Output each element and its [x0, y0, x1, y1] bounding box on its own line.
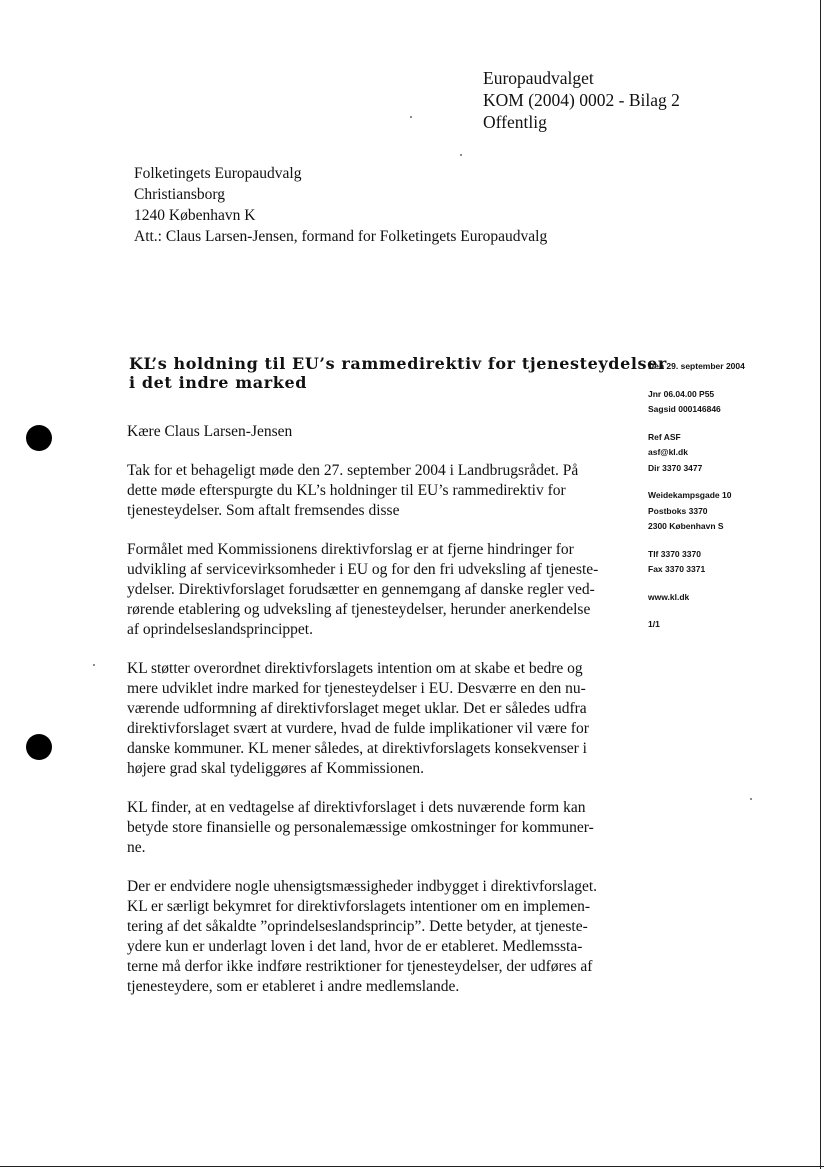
paragraph-line: Tak for et behageligt møde den 27. september 2004 i Landbrugsrådet. På: [127, 462, 579, 479]
paragraph-line: af oprindelseslandsprincippet.: [127, 621, 313, 638]
website: www.kl.dk: [648, 591, 690, 602]
body-paragraph: [127, 877, 607, 997]
paragraph-line: dette møde efterspurgte du KL’s holdninger til EU’s rammedirektiv for: [127, 482, 566, 499]
body-paragraph: [127, 659, 607, 779]
recipient-address: [134, 163, 547, 247]
paragraph-line: højere grad skal tydeliggøres af Kommissionen.: [127, 760, 425, 777]
contact-email: asf@kl.dk: [648, 447, 688, 457]
sender-info-sidebar: [648, 359, 788, 633]
letter-subject: [129, 354, 667, 392]
scan-speck: [460, 154, 462, 156]
contact-person-group: [648, 430, 788, 477]
paragraph-line: danske kommuner. KL mener således, at direktivforslagets konsekvenser i: [127, 740, 587, 757]
scan-speck: [410, 116, 412, 118]
body-paragraph: [127, 461, 607, 521]
letter-body: [127, 422, 607, 1016]
paragraph-line: tjenesteydere, som er etableret i andre medlemslande.: [127, 978, 460, 995]
subject-line-2: i det indre marked: [129, 373, 308, 392]
scan-speck: [750, 798, 752, 800]
paragraph-line: tering af det såkaldte ”oprindelseslandsprincip”. Dette betyder, at tjeneste-: [127, 918, 588, 935]
committee-name: Europaudvalget: [483, 68, 594, 88]
paragraph-line: betyde store finansielle og personalemæssige omkostninger for kommuner-: [127, 819, 594, 836]
case-id: Sagsid 000146846: [648, 404, 721, 414]
po-box: Postboks 3370: [648, 505, 708, 516]
paragraph-line: KL finder, at en vedtagelse af direktivforslaget i dets nuværende form kan: [127, 799, 586, 816]
main-phone: Tlf 3370 3370: [648, 548, 701, 559]
paragraph-line: terne må derfor ikke indføre restriktioner for tjenesteydelser, der udføres af: [127, 958, 593, 975]
scan-edge-bottom: [0, 1166, 824, 1167]
paragraph-line: udvikling af servicevirksomheder i EU og for den fri udveksling af tjeneste-: [127, 561, 599, 578]
punch-hole: [26, 734, 52, 760]
paragraph-line: ydelser. Direktivforslaget forudsætter en gennemgang af danske regler ved-: [127, 581, 595, 598]
phone-group: [648, 547, 788, 578]
body-paragraph: [127, 798, 607, 858]
recipient-name: Folketingets Europaudvalg: [134, 165, 302, 182]
paragraph-line: ne.: [127, 839, 146, 856]
scan-edge-right: [820, 0, 821, 1169]
street-address: Weidekampsgade 10: [648, 490, 732, 500]
body-paragraph: [127, 540, 607, 640]
paragraph-line: værende udformning af direktivforslaget meget uklar. Det er således udfra: [127, 700, 587, 717]
recipient-city: 1240 København K: [134, 207, 256, 224]
case-reference-group: [648, 387, 788, 418]
paragraph-line: Formålet med Kommissionens direktivforslag er at fjerne hindringer for: [127, 541, 574, 558]
journal-number: Jnr 06.04.00 P55: [648, 388, 715, 399]
paragraph-line: rørende etablering og udveksling af tjenesteydelser, herunder anerkendelse: [127, 601, 591, 618]
paragraph-line: KL støtter overordnet direktivforslagets intention om at skabe et bedre og: [127, 660, 583, 677]
document-reference: KOM (2004) 0002 - Bilag 2: [483, 90, 680, 110]
recipient-building: Christiansborg: [134, 186, 225, 203]
subject-line-1: KL’s holdning til EU’s rammedirektiv for tjenesteydelser: [129, 354, 667, 373]
salutation: Kære Claus Larsen-Jensen: [127, 423, 293, 440]
fax-number: Fax 3370 3371: [648, 564, 706, 574]
postal-address-group: [648, 488, 788, 535]
paragraph-line: mere udviklet indre marked for tjenesteydelser i EU. Desværre en den nu-: [127, 680, 586, 697]
direct-phone: Dir 3370 3477: [648, 462, 703, 473]
recipient-attention: Att.: Claus Larsen-Jensen, formand for Folketingets Europaudvalg: [134, 228, 548, 245]
document-status: Offentlig: [483, 112, 547, 132]
paragraph-line: KL er særligt bekymret for direktivforslagets intentioner om en implemen-: [127, 898, 591, 915]
paragraph-line: direktivforslaget svært at vurdere, hvad de fulde implikationer vil være for: [127, 720, 589, 737]
letter-date: Den 29. september 2004: [648, 361, 745, 371]
scan-speck: [93, 664, 95, 666]
paragraph-line: tjenesteydelser. Som aftalt fremsendes disse: [127, 502, 400, 519]
paragraph-line: ydere kun er underlagt loven i det land, hvor de er etableret. Medlemssta-: [127, 938, 583, 955]
paragraph-line: Der er endvidere nogle uhensigtsmæssigheder indbygget i direktivforslaget.: [127, 878, 598, 895]
page-number: 1/1: [648, 619, 660, 629]
punch-hole: [26, 425, 52, 451]
postcode-city: 2300 København S: [648, 521, 724, 531]
committee-header: [483, 67, 680, 133]
reference-initials: Ref ASF: [648, 431, 681, 442]
